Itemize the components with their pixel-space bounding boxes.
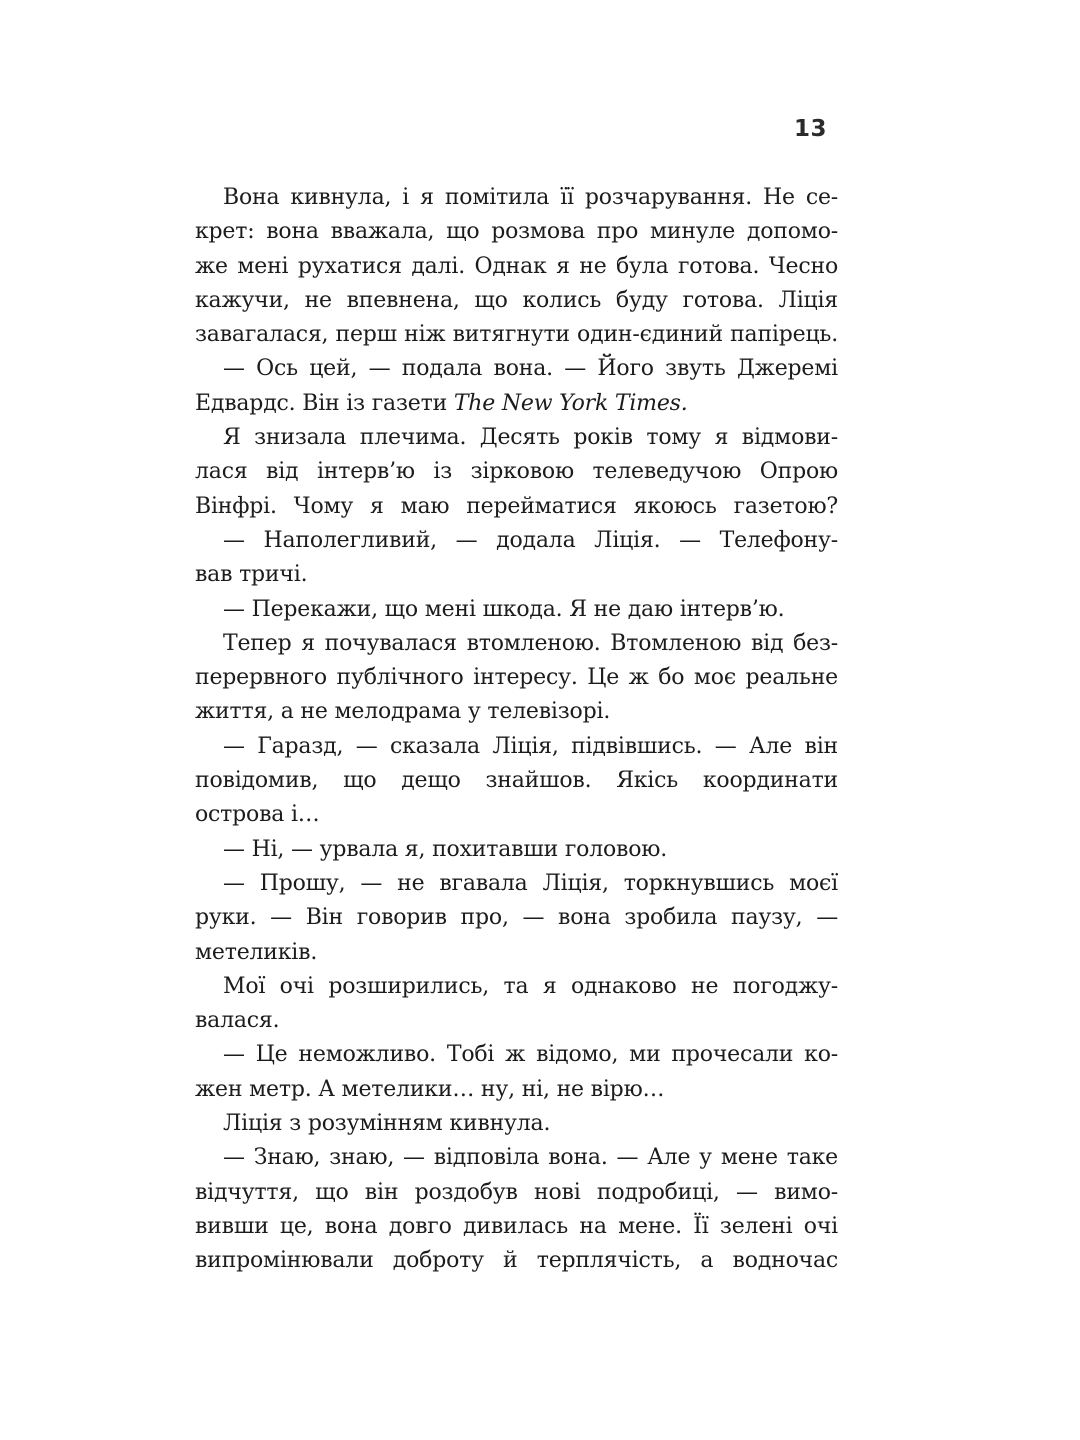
text-line: метеликів. <box>195 939 318 965</box>
text-line: Тепер я почувалася втомленою. Втомленою від без- <box>223 630 838 656</box>
text-line: Вона кивнула, і я помітила її розчарування. Не се- <box>223 185 838 210</box>
text-line: же мені рухатися далі. Однак я не була готова. Чесно <box>195 253 838 279</box>
text-line: — Знаю, знаю, — відповіла вона. — Але у мене таке <box>223 1145 838 1171</box>
text-line: — Наполегливий, — додала Ліція. — Телефону- <box>223 527 838 553</box>
text-line: випромінювали доброту й терплячість, а водночас <box>195 1248 838 1274</box>
body-text <box>195 181 838 1279</box>
text-line: завагалася, перш ніж витягнути один-єдиний папірець. <box>195 322 838 348</box>
text-line: — Ось цей, — подала вона. — Його звуть Джеремі <box>223 356 838 382</box>
text-line: — Гаразд, — сказала Ліція, підвівшись. — Але він <box>223 733 838 759</box>
text-line: — Перекажи, що мені шкода. Я не даю інтерв’ю. <box>223 596 785 622</box>
text-line: відчуття, що він роздобув нові подробиці, — вимо- <box>195 1179 838 1205</box>
text-line: — Це неможливо. Тобі ж відомо, ми прочесали ко- <box>223 1042 838 1068</box>
text-segment: Едвардс. Він із газети <box>195 390 454 416</box>
text-line: — Прошу, — не вгавала Ліція, торкнувшись моєї <box>223 870 838 896</box>
text-line: острова і… <box>195 802 320 828</box>
text-line: крет: вона вважала, що розмова про минуле допомо- <box>195 219 838 245</box>
text-line: життя, а не мелодрама у телевізорі. <box>195 699 611 725</box>
text-line: вивши це, вона довго дивилась на мене. Її зелені очі <box>195 1213 838 1239</box>
text-line: Ліція з розумінням кивнула. <box>223 1111 551 1137</box>
page-number: 13 <box>793 116 827 142</box>
text-line: кажучи, не впевнена, що колись буду готова. Ліція <box>195 287 838 313</box>
text-line: лася від інтерв’ю із зірковою телеведучою Опрою <box>195 459 838 485</box>
text-line: повідомив, що дещо знайшов. Якісь координати <box>195 768 838 794</box>
italic-newspaper-title: The New York Times. <box>453 390 688 416</box>
text-line: Вінфрі. Чому я маю перейматися якоюсь газетою? <box>195 493 838 519</box>
text-line: Я знизала плечима. Десять років тому я відмови- <box>223 425 838 451</box>
text-line: — Ні, — урвала я, похитавши головою. <box>223 836 668 862</box>
text-line: Мої очі розширились, та я однаково не погоджу- <box>223 973 838 999</box>
text-line: валася. <box>195 1008 280 1034</box>
text-line: руки. — Він говорив про, — вона зробила паузу, — <box>195 905 838 931</box>
text-line: перервного публічного інтересу. Це ж бо моє реальне <box>195 665 838 691</box>
text-line: вав тричі. <box>195 562 308 588</box>
text-line: жен метр. А метелики… ну, ні, не вірю… <box>195 1076 665 1102</box>
text-line <box>195 387 838 421</box>
